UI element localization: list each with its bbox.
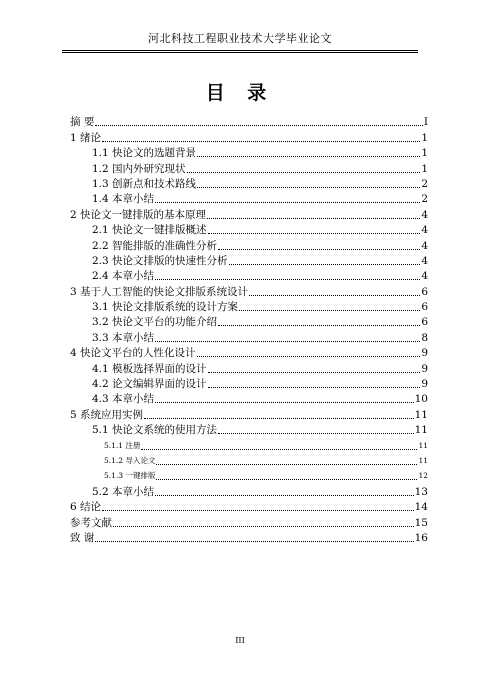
toc-entry[interactable] [70,282,428,297]
toc-entry[interactable] [70,175,428,190]
toc-leader-dots [187,172,421,173]
toc-entry-page: 1 [421,162,428,175]
toc-leader-dots [156,464,417,465]
toc-entry-text: 4.2 论文编辑界面的设计 [92,378,207,391]
toc-leader-dots [197,187,420,188]
toc-entry[interactable] [70,513,428,528]
toc-leader-dots [218,325,420,326]
toc-leader-dots [208,387,421,388]
toc-entry-page: 4 [421,254,428,267]
toc-entry[interactable] [70,205,428,220]
toc-entry-text: 5.1.1 注册 [104,440,141,450]
toc-entry[interactable] [70,159,428,174]
toc-entry[interactable] [70,190,428,205]
toc-entry[interactable] [70,236,428,251]
toc-entry-page: 13 [414,485,428,498]
toc-entry[interactable] [70,267,428,282]
toc-entry-page: 4 [421,239,428,252]
toc-leader-dots [155,202,420,203]
toc-leader-dots [156,479,417,480]
toc-entry-page: 2 [421,193,428,206]
toc-entry-text: 6 结论 [70,501,102,514]
toc-entry-text: 3.1 快论文排版系统的设计方案 [92,301,239,314]
table-of-contents [70,113,428,544]
toc-entry-page: 4 [421,208,428,221]
toc-entry-text: 4.3 本章小结 [92,393,155,406]
toc-leader-dots [102,510,414,511]
toc-entry[interactable] [70,421,428,436]
toc-leader-dots [249,295,420,296]
toc-entry-page: 4 [421,224,428,237]
toc-entry-text: 4 快论文平台的人性化设计 [70,347,196,360]
toc-entry[interactable] [70,467,428,482]
toc-leader-dots [239,310,420,311]
toc-entry-text: 1.1 快论文的选题背景 [92,147,197,160]
toc-entry-page: 10 [414,393,428,406]
toc-entry-page: 11 [418,455,428,465]
toc-entry-page: 6 [421,285,428,298]
toc-entry-page: 1 [421,131,428,144]
toc-entry-text: 2.4 本章小结 [92,270,155,283]
toc-entry-page: 6 [421,301,428,314]
toc-leader-dots [155,495,414,496]
toc-entry-text: 5 系统应用实例 [70,408,144,421]
toc-entry-page: I [423,116,428,129]
toc-entry[interactable] [70,328,428,343]
toc-entry-text: 1.2 国内外研究现状 [92,162,186,175]
toc-entry-page: 9 [421,362,428,375]
toc-entry-page: 6 [421,316,428,329]
toc-entry-text: 3.2 快论文平台的功能介绍 [92,316,218,329]
toc-entry[interactable] [70,390,428,405]
toc-title: 目 录 [205,82,275,104]
toc-leader-dots [141,449,417,450]
toc-entry[interactable] [70,252,428,267]
toc-entry-page: 2 [421,177,428,190]
toc-entry[interactable] [70,113,428,128]
toc-entry[interactable] [70,144,428,159]
toc-entry-page: 8 [421,331,428,344]
page-footer [0,636,480,645]
toc-leader-dots [95,541,413,542]
toc-entry-text: 2.2 智能排版的准确性分析 [92,239,218,252]
toc-leader-dots [155,402,414,403]
page-header [62,30,418,51]
toc-entry[interactable] [70,221,428,236]
toc-entry-page: 15 [414,516,428,529]
toc-leader-dots [218,249,420,250]
toc-leader-dots [155,279,420,280]
toc-entry[interactable] [70,529,428,544]
toc-entry[interactable] [70,298,428,313]
header-text: 河北科技工程职业技术大学毕业论文 [148,32,332,45]
toc-leader-dots [113,526,414,527]
toc-entry[interactable] [70,359,428,374]
toc-entry-page: 11 [414,408,428,421]
toc-entry[interactable] [70,128,428,143]
toc-entry[interactable] [70,498,428,513]
toc-entry-page: 16 [414,531,428,544]
toc-leader-dots [229,264,421,265]
toc-leader-dots [95,125,423,126]
toc-entry-text: 5.1 快论文系统的使用方法 [92,424,218,437]
toc-entry-text: 5.2 本章小结 [92,485,155,498]
toc-entry-text: 2.1 快论文一键排版概述 [92,224,207,237]
toc-entry-page: 14 [414,501,428,514]
toc-entry-text: 3 基于人工智能的快论文排版系统设计 [70,285,249,298]
toc-entry-page: 1 [421,147,428,160]
toc-entry-text: 1.4 本章小结 [92,193,155,206]
toc-entry[interactable] [70,375,428,390]
toc-entry-text: 5.1.3 一键排版 [104,471,156,481]
toc-entry-page: 12 [418,471,428,481]
toc-leader-dots [155,341,420,342]
toc-entry-text: 摘 要 [70,116,95,129]
toc-entry-page: 11 [414,424,428,437]
toc-leader-dots [218,433,414,434]
toc-leader-dots [208,372,421,373]
toc-entry-text: 1 绪论 [70,131,102,144]
toc-leader-dots [208,233,421,234]
page-number: III [235,636,245,645]
toc-entry-text: 2 快论文一键排版的基本原理 [70,208,207,221]
toc-entry[interactable] [70,482,428,497]
toc-entry-text: 5.1.2 导入论文 [104,455,156,465]
toc-entry-page: 4 [421,270,428,283]
toc-entry-page: 11 [418,440,428,450]
toc-entry[interactable] [70,436,428,451]
toc-entry-text: 3.3 本章小结 [92,331,155,344]
toc-entry[interactable] [70,313,428,328]
toc-leader-dots [102,141,420,142]
toc-entry-page: 9 [421,347,428,360]
toc-entry-text: 4.1 模板选择界面的设计 [92,362,207,375]
toc-entry[interactable] [70,344,428,359]
toc-entry-text: 致 谢 [70,531,95,544]
toc-leader-dots [207,218,420,219]
toc-entry-page: 9 [421,378,428,391]
toc-entry[interactable] [70,405,428,420]
toc-entry[interactable] [70,452,428,467]
toc-leader-dots [197,156,420,157]
toc-entry-text: 2.3 快论文排版的快速性分析 [92,254,228,267]
toc-leader-dots [197,356,421,357]
toc-entry-text: 1.3 创新点和技术路线 [92,177,197,190]
toc-entry-text: 参考文献 [70,516,112,529]
toc-leader-dots [144,418,414,419]
